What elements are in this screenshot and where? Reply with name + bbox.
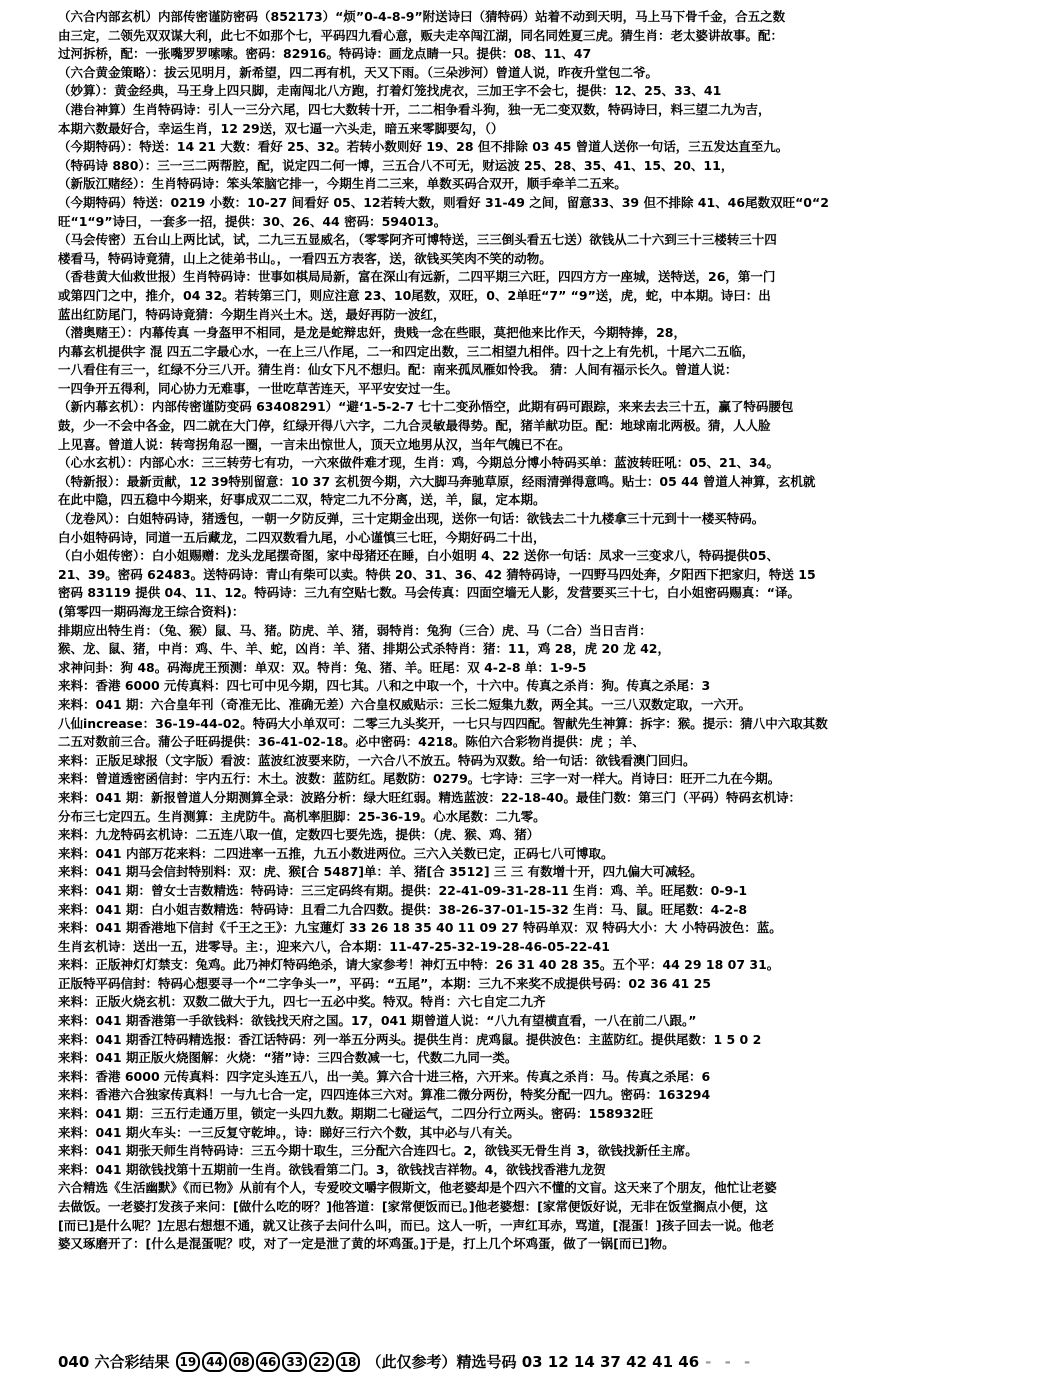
text-line: （特码诗 880）：三一三二两帮腔，配，说定四二何一博，三五合八不可无，财运波 25、28、35、41、15、20、11，: [58, 157, 734, 173]
text-line: 来料：九龙特码玄机诗：二五连八取一值，定数四七要先选，提供：（虎、猴、鸡、猪）: [58, 827, 540, 843]
text-line: 来料：正版火烧玄机：双数二做大于九，四七一五必中奖。特双。特肖：六七自定二九齐: [58, 994, 546, 1010]
text-line: 内幕玄机提供字 混 四五二字最心水，一在上三八作尾，二一和四定出数，三二相望九相伴。四十之上有先机，十尾六二五临，: [58, 343, 755, 359]
text-line: 排期应出特生肖：（兔、猴）鼠、马、猪。防虎、羊、猪，弱特肖：兔狗（三合）虎、马（二合）当日吉肖：: [58, 622, 652, 638]
text-line: 密码 83119 提供 04、11、12。特码诗：三九有空贴七数。马会传真：四面空墙无人影，发营要买三十七，白小姐密码赐真：“译。: [58, 585, 800, 601]
text-line: 来料：041 期马会信封特别料：双：虎、猴[合 5487]单：羊、猪[合 3512] 三 三 有数增十开，四九偏大可减轻。: [58, 864, 703, 880]
text-line: （龙卷风）：白姐特码诗，猪透包，一朝一夕防反弹，三十定期金出现，送你一句话：欲钱去二十九楼拿三十元到十一楼买特码。: [58, 511, 765, 527]
text-line: 去做饭。一老婆打发孩子来问：[做什么吃的呀？]他答道：[家常便饭而已。]他老婆想：[家常便饭好说，无非在饭堂搁点小便，这: [58, 1199, 768, 1214]
text-line: 来料：曾道透密函信封：宇内五行：木土。波数：蓝防红。尾数防：0279。七字诗：三字一对一样大。肖诗曰：旺开二九在今期。: [58, 771, 781, 787]
text-line: 猴、龙、鼠、猪，中肖：鸡、牛、羊、蛇，凶肖：羊、猪、排期公式杀特肖：猪：11，鸡 28，虎 20 龙 42，: [58, 641, 670, 657]
result-ball: 33: [282, 1352, 307, 1372]
text-line: （潜奥赌王）：内幕传真 一身盔甲不相同，是龙是蛇辩忠奸，贵贱一念在些眼，莫把他来比作天，今期特捧，28，: [58, 325, 686, 341]
text-line: （六合内部玄机）内部传密谨防密码（852173）“烦”0-4-8-9”附送诗曰（猜特码）站着不动到天明，马上马下骨千金，合五之数: [58, 9, 786, 24]
text-line: 21、39。密码 62483。送特码诗：青山有柴可以卖。特供 20、31、36、42 猜特码诗，一四野马四处奔，夕阳西下把家归，特送 15: [58, 566, 816, 582]
text-line: 上见喜。曾道人说：转弯拐角忍一圈，一言未出惊世人，顶天立地男从汉，当年气魄已不在。: [58, 436, 571, 452]
text-line: 来料：041 期欲钱找第十五期前一生肖。欲钱看第二门。3，欲钱找吉祥物。4，欲钱找香港九龙贺: [58, 1161, 606, 1177]
result-ball: 22: [309, 1352, 334, 1372]
text-line: 来料：041 期张天师生肖特码诗：三五今期十取生，三分配六合连四七。2，欲钱买无骨生肖 3，欲钱找新任主席。: [58, 1143, 698, 1159]
text-line: 楼看马，特码诗竟猜，山上之徒弟书山。，一看四五方表客，送，欲钱买笑肉不笑的动物。: [58, 250, 552, 266]
results-footer: [58, 1351, 754, 1372]
text-line: （香巷黄大仙救世报）生肖特码诗：世事如棋局局新，富在深山有远新，二四平期三六旺，四四方方一座城，送特送，26，第一门: [58, 269, 776, 285]
results-label: 040 六合彩结果: [58, 1353, 170, 1371]
text-line: （妙算）：黄金经典，马王身上四只脚，走南闯北八方跑，打着灯笼找虎衣，三加王字不会七，提供：12、25、33、41: [58, 83, 722, 99]
text-line: 二五对数前三合。蒲公子旺码提供：36-41-02-18。必中密码：4218。陈伯六合彩物肖提供：虎 ；羊、: [58, 734, 645, 750]
text-line: 在此中隐，四五稳中今期来，好事成双二二双，特定二九不分离，送，羊，鼠，定本期。: [58, 492, 546, 508]
result-ball: 19: [176, 1352, 201, 1372]
text-line: 六合精选《生活幽默》《而已物》从前有个人，专爱咬文嚼字假斯文，他老婆却是个四六不懂的文盲。这天来了个朋友，他忙让老婆: [58, 1180, 777, 1196]
text-line: （六合黄金策略）：拔云见明月，新希望，四二再有机，天又下雨。（三朵涉河）曾道人说，昨夜升堂包二爷。: [58, 64, 659, 80]
text-line: 来料：香港 6000 元传真料：四七可中见今期，四七其。八和之中取一个，十六中。传真之杀肖：狗。传真之杀尾：3: [58, 678, 711, 694]
text-line: 分布三七定四五。生肖测算：主虎防牛。高机率胆脚：25-36-19。心水尾数：二九零。: [58, 808, 546, 824]
result-ball: 44: [202, 1352, 227, 1372]
text-line: 由三定，二领先双双谋大利，此七不如那个七，平码四九看心意，贩夫走卒闯江湖，同名同姓夏三虎。猜生肖：老太婆讲故事。配：: [58, 27, 784, 43]
text-line: （新内幕玄机）：内部传密谨防变码 63408291）“避‘1-5-2-7 七十二变孙悟空，此期有码可跟踪，来来去去三十五，赢了特码腰包: [58, 399, 794, 415]
text-line: （港台神算）生肖特码诗：引人一三分六尾，四七大数转十开，二二相争看斗狗，独一无二变双数，特码诗曰，料三望二九为吉，: [58, 101, 771, 117]
text-line: 求神问卦：狗 48。码海虎王预测：单双：双。特肖：兔、猪、羊。旺尾：双 4-2-8 单：1-9-5: [58, 659, 587, 675]
text-line: 来料：041 期香港第一手欲钱料：欲钱找天府之国。17，041 期曾道人说：“八九有望横直看，一八在前二八跟。”: [58, 1013, 697, 1029]
text-line: 本期六数最好合，幸运生肖，12 29送，双七逼一六头走，暗五来零脚要勾，（）: [58, 120, 504, 136]
result-ball: 46: [256, 1352, 281, 1372]
text-line: 过河拆桥，配：一张嘴罗罗嗦嗦。密码：82916。特码诗：画龙点睛一只。提供：08、11、47: [58, 46, 592, 62]
text-line: 一四争开五得利，同心协力无难事，一世吃草苦连天，平平安安过一生。: [58, 380, 459, 396]
text-line: 来料：香港六合独家传真料！一与九七合一定，四四连体三六对。算准二微分两份，特奖分配一四九。密码：163294: [58, 1087, 711, 1103]
text-line: 或第四门之中，推介，04 32。若转第三门，则应注意 23、10尾数，双旺，0、2单旺“7” “9”送，虎，蛇，中本期。诗曰：出: [58, 287, 771, 303]
text-line: 来料：041 期：三五行走通万里，锁定一头四九数。期期二七碰运气，二四分行立两头。密码：158932旺: [58, 1106, 654, 1122]
text-line: 来料：041 期：新报曾道人分期测算全录：波路分析：绿大旺红弱。精选蓝波：22-18-40。最佳门数：第三门（平码）特码玄机诗：: [58, 789, 802, 805]
text-line: 来料：香港 6000 元传真料：四字定头连五八，出一美。算六合十进三格，六开来。传真之杀肖：马。传真之杀尾：6: [58, 1068, 711, 1084]
document-body: [58, 8, 1028, 1254]
result-ball: 18: [336, 1352, 361, 1372]
text-line: 鼓，少一不会中各金，四二就在大门停，红绿开得八六字，二九合灵敏最得势。配，猪羊献功臣。配：地球南北两极。猜，人人脸: [58, 418, 771, 434]
result-balls: [176, 1352, 361, 1372]
text-line: （今期特码）：特送：14 21 大数：看好 25、32。若转小数则好 19、28 但不排除 03 45 曾道人送你一句话，三五发达直至九。: [58, 139, 789, 155]
text-line: [而已]是什么呢？]左思右想想不通，就又让孩子去问什么叫，而已。这人一听，一声红耳赤，骂道，[混蛋！]孩子回去一说。他老: [58, 1217, 775, 1233]
text-line: 来料：正版足球报（文字版）看波：蓝波红波要来防，一六合八不放五。特码为双数。给一句话：欲钱看澳门回归。: [58, 752, 696, 768]
text-line: （今期特码）特送：0219 小数：10-27 间看好 05、12若转大数，则看好 31-49 之间，留意33、39 但不排除 41、46尾数双旺“0“2: [58, 194, 829, 210]
text-line: 来料：041 期香港地下信封《千王之王》：九宝蓮灯 33 26 18 35 40 11 09 27 特码单双：双 特码大小：大 小特码波色：蓝。: [58, 920, 782, 936]
text-line: 旺“1“9”诗曰，一套多一招，提供：30、26、44 密码：594013。: [58, 213, 447, 229]
trailing-dots: - - -: [705, 1352, 755, 1371]
text-line: （特新报）：最新贡献，12 39特别留意：10 37 玄机贺今期，六大脚马奔驰草原，经雨清弹得意鸣。贴士：05 44 曾道人神算，玄机就: [58, 473, 816, 489]
text-line: 正版特平码信封：特码心想要寻一个“二字争头一”，平码：“五尾”，本期：三九不来奖不成提供号码：02 36 41 25: [58, 975, 711, 991]
text-line: 来料：041 期火车头：一三反复守乾坤。，诗：睇好三行六个数，其中必与八有关。: [58, 1124, 520, 1140]
results-note: （此仅参考）精选号码 03 12 14 37 42 41 46: [366, 1353, 700, 1371]
text-line: (第零四一期码海龙王综合资料)：: [58, 604, 245, 619]
text-line: 来料：041 期：曾女士吉数精选：特码诗：三三定码终有期。提供：22-41-09-31-28-11 生肖：鸡、羊。旺尾数：0-9-1: [58, 882, 748, 898]
text-line: 来料：041 内部万花来料：二四进率一五推，九五小数进两位。三六入关数已定，正码七八可博取。: [58, 845, 614, 861]
text-line: 来料：041 期：白小姐吉数精选：特码诗：且看二九合四数。提供：38-26-37-01-15-32 生肖：马、鼠。旺尾数：4-2-8: [58, 901, 748, 917]
text-line: 蓝出红防尾门，特码诗竟猜：今期生肖兴土木。送，最好再防一波红，: [58, 306, 446, 322]
result-ball: 08: [229, 1352, 254, 1372]
text-line: 八仙increase：36-19-44-02。特码大小单双可：二零三九头奖开，一七只与四四配。智献先生神算：拆字：猴。提示：猜八中六取其数: [58, 715, 828, 731]
text-line: 婆又琢磨开了：[什么是混蛋呢？哎，对了一定是泄了黄的坏鸡蛋。]于是，打上几个坏鸡蛋，做了一锅[而已]物。: [58, 1236, 675, 1252]
text-line: 来料：041 期正版火烧图解：火烧：“猪”诗：三四合数减一七，代数二九同一类。: [58, 1050, 518, 1066]
text-line: （白小姐传密）：白小姐赐赠：龙头龙尾摆奇图，家中母猪还在睡，白小姐明 4、22 送你一句话：凤求一三变求八，特码提供05、: [58, 548, 779, 564]
text-line: （心水玄机）：内部心水：三三转劳七有功，一六來做件难才现，生肖：鸡，今期总分博小特码买单：蓝波转旺吼：05、21、34。: [58, 455, 779, 471]
text-line: （马会传密）五台山上两比试，试，二九三五显威名，（零零阿齐可博特送，三三倒头看五七送）欲钱从二十六到三十三楼转三十四: [58, 232, 777, 248]
text-line: 来料：正版神灯灯禁支：兔鸡。此乃神灯特码绝杀，请大家参考！神灯五中特：26 31 40 28 35。五个平：44 29 18 07 31。: [58, 957, 780, 973]
text-line: 一八看住有三一，红绿不分三八开。猜生肖：仙女下凡不想归。配：南来孤凤雁如怜我。 猜：人间有福示长久。曾道人说：: [58, 362, 738, 378]
text-line: 来料：041 期香江特码精选报：香江话特码：列一举五分两头。提供生肖：虎鸡鼠。提供波色：主蓝防红。提供尾数：1 5 0 2: [58, 1031, 762, 1047]
text-line: （新版江赌经）：生肖特码诗：笨头笨脑它排一，今期生肖二三来，单数买码合双开，顺手牵羊二五来。: [58, 176, 627, 192]
text-line: 来料：041 期：六合皇年刊（奇准无比、准确无差）六合皇权威贴示：三长二短集九数，两全其。一三八双数定取，一六开。: [58, 696, 751, 712]
text-line: 白小姐特码诗，同道一五后藏龙，二四双数看九尾，小心谨慎三七旺，今期好码二十出，: [58, 529, 546, 545]
text-line: 生肖玄机诗：送出一五，进零导。主：，迎来六八，合本期：11-47-25-32-19-28-46-05-22-41: [58, 938, 610, 954]
